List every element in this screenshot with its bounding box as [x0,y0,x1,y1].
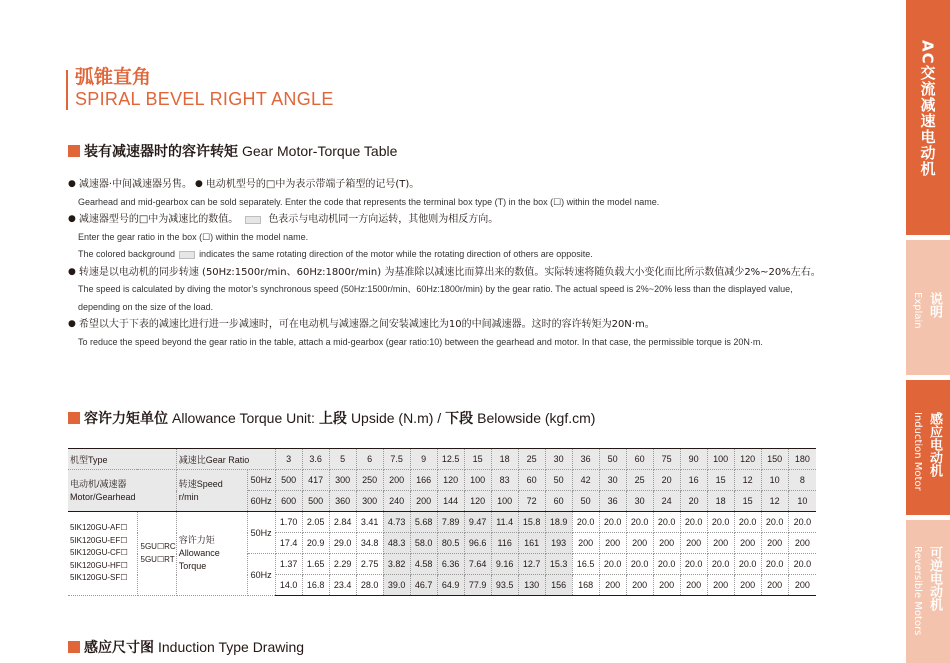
torque-50hz-nm-cell: 20.0 [653,512,680,533]
speed-50hz-cell: 30 [599,470,626,491]
hz50-torque-label: 50Hz [247,512,275,554]
speed-50hz-cell: 250 [356,470,383,491]
note-3-en-b: depending on the size of the load. [78,301,214,312]
speed-60hz-cell: 300 [356,491,383,512]
torque-50hz-nm-cell: 20.0 [788,512,816,533]
torque-60hz-kgf-cell: 28.0 [356,575,383,596]
speed-50hz-cell: 20 [653,470,680,491]
section2-en3: Belowside (kgf.cm) [477,410,596,426]
note-2-en-a: Enter the gear ratio in the box (☐) within the model name. [78,231,309,242]
ratio-cell: 5 [329,449,356,470]
torque-50hz-kgf-cell: 200 [572,533,599,554]
speed-60hz-cell: 50 [572,491,599,512]
section-heading-cn: 装有减速器时的容许转矩 [84,144,238,160]
torque-60hz-kgf-cell: 200 [626,575,653,596]
torque-60hz-nm-cell: 16.5 [572,554,599,575]
note-3-zh [68,264,868,282]
section2-cn3: 下段 [445,411,474,427]
torque-60hz-kgf-cell: 77.9 [464,575,491,596]
header-motor-gearhead: 电动机/减速器 Motor/Gearhead [68,470,176,512]
ratio-cell: 150 [761,449,788,470]
speed-50hz-cell: 300 [329,470,356,491]
speed-60hz-cell: 24 [653,491,680,512]
torque-50hz-nm-cell: 20.0 [572,512,599,533]
speed-50hz-cell: 25 [626,470,653,491]
note-1-en: Gearhead and mid-gearbox can be sold separately. Enter the code that represents the terminal box type (T) in the box (☐) within the model name. [78,196,660,207]
note-2-en-b-pre: The colored background [78,249,176,259]
torque-60hz-kgf-cell: 93.5 [491,575,518,596]
speed-50hz-cell: 12 [734,470,761,491]
side-tab-induction[interactable] [906,380,950,515]
torque-60hz-kgf-cell: 14.0 [275,575,302,596]
header-speed: 转速Speed r/min [176,470,247,512]
side-tab-induction-en: Induction Motor [912,412,923,491]
ratio-cell: 3 [275,449,302,470]
section2-cn1: 容许力矩单位 [84,411,168,427]
page-title-en: SPIRAL BEVEL RIGHT ANGLE [75,89,334,109]
note-3-zh-text: 转速是以电动机的同步转速 (50Hz:1500r/min、60Hz:1800r/min) 为基准除以减速比而算出来的数值。实际转速将随负载大小变化而比所示数值减少2%~20%左右。 [78,266,821,278]
torque-50hz-kgf-cell: 200 [626,533,653,554]
speed-60hz-cell: 10 [788,491,816,512]
note-4-zh [68,316,868,334]
torque-50hz-kgf-cell: 20.9 [302,533,329,554]
torque-50hz-kgf-cell: 200 [599,533,626,554]
header-gear-ratio: 减速比Gear Ratio [176,449,275,470]
torque-60hz-nm-cell: 6.36 [437,554,464,575]
torque-50hz-kgf-cell: 200 [761,533,788,554]
torque-60hz-kgf-cell: 200 [653,575,680,596]
section3-en: Induction Type Drawing [158,639,305,655]
note-2-en-b [68,246,868,264]
torque-60hz-kgf-cell: 200 [707,575,734,596]
torque-60hz-kgf-cell: 64.9 [437,575,464,596]
torque-50hz-nm-cell: 2.05 [302,512,329,533]
ratio-cell: 36 [572,449,599,470]
side-tab-reversible[interactable] [906,520,950,663]
torque-50hz-nm-cell: 20.0 [761,512,788,533]
torque-50hz-kgf-cell: 48.3 [383,533,410,554]
speed-60hz-cell: 360 [329,491,356,512]
ratio-cell: 100 [707,449,734,470]
ratio-cell: 3.6 [302,449,329,470]
ratio-cell: 30 [545,449,572,470]
ratio-cell: 12.5 [437,449,464,470]
torque-60hz-kgf-cell: 168 [572,575,599,596]
section-torque-table-heading [68,141,397,161]
section2-en1: Allowance Torque Unit: [172,410,315,426]
bullet-icon: ● [68,179,76,189]
torque-50hz-kgf-cell: 58.0 [410,533,437,554]
side-tab-induction-cn: 感应电动机 [927,412,942,477]
torque-50hz-nm-cell: 20.0 [626,512,653,533]
torque-60hz-nm-cell: 20.0 [761,554,788,575]
torque-60hz-kgf-cell: 23.4 [329,575,356,596]
square-bullet-icon [68,412,80,424]
side-tab-explain[interactable] [906,240,950,375]
speed-60hz-cell: 15 [734,491,761,512]
note-4-zh-text: 希望以大于下表的减速比进行进一步减速时，可在电动机与减速器之间安装减速比为10的中间减速器。这时的容许转矩为20N·m。 [78,319,655,330]
ratio-cell: 75 [653,449,680,470]
title-accent-bar [66,70,68,110]
torque-50hz-kgf-cell: 80.5 [437,533,464,554]
torque-60hz-nm-cell: 3.82 [383,554,410,575]
ratio-cell: 90 [680,449,707,470]
torque-60hz-nm-cell: 20.0 [734,554,761,575]
speed-50hz-cell: 166 [410,470,437,491]
torque-50hz-nm-cell: 20.0 [680,512,707,533]
speed-60hz-cell: 36 [599,491,626,512]
ratio-cell: 50 [599,449,626,470]
torque-50hz-kgf-cell: 200 [653,533,680,554]
header-allowance-torque: 容许力矩 Allowance Torque [176,512,247,596]
speed-60hz-cell: 240 [383,491,410,512]
gearhead-models: 5GU☐RC 5GU☐RT [137,512,176,596]
ratio-cell: 18 [491,449,518,470]
torque-50hz-nm-cell: 4.73 [383,512,410,533]
torque-50hz-kgf-cell: 200 [788,533,816,554]
speed-60hz-cell: 600 [275,491,302,512]
speed-50hz-cell: 50 [545,470,572,491]
side-tab-explain-en: Explain [912,292,923,329]
speed-60hz-cell: 72 [518,491,545,512]
speed-60hz-cell: 100 [491,491,518,512]
torque-60hz-kgf-cell: 200 [599,575,626,596]
hz50-label: 50Hz [247,470,275,491]
note-3-en-a: The speed is calculated by diving the motor’s synchronous speed (50Hz:1500r/min、60Hz:1800r/min) by the gear ratio. The actual speed is 2%~20% less than the displayed value, [78,284,793,294]
note-2-en-b-post: indicates the same rotating direction of the motor while the rotating direction of others are opposite. [199,249,593,259]
torque-60hz-nm-cell: 20.0 [680,554,707,575]
ratio-cell: 60 [626,449,653,470]
torque-60hz-nm-cell: 1.65 [302,554,329,575]
torque-50hz-nm-cell: 1.70 [275,512,302,533]
speed-50hz-cell: 83 [491,470,518,491]
torque-60hz-nm-cell: 20.0 [599,554,626,575]
section3-cn: 感应尺寸图 [84,640,154,656]
page-title [66,66,334,110]
torque-60hz-kgf-cell: 130 [518,575,545,596]
speed-60hz-cell: 20 [680,491,707,512]
section-allowance-torque-heading [68,408,595,428]
side-tab-reversible-en: Reversible Motors [912,546,923,636]
speed-50hz-cell: 60 [518,470,545,491]
speed-60hz-cell: 12 [761,491,788,512]
speed-60hz-cell: 60 [545,491,572,512]
section2-en2: Upside (N.m) / [350,410,442,426]
speed-50hz-cell: 200 [383,470,410,491]
torque-60hz-kgf-cell: 200 [734,575,761,596]
torque-60hz-nm-cell: 15.3 [545,554,572,575]
header-type: 机型Type [68,449,176,470]
speed-50hz-cell: 16 [680,470,707,491]
torque-60hz-nm-cell: 20.0 [707,554,734,575]
side-tab-reversible-cn: 可逆电动机 [927,546,942,611]
side-nav [906,0,950,663]
torque-60hz-kgf-cell: 200 [680,575,707,596]
note-4-en: To reduce the speed beyond the gear ratio in the table, attach a mid-gearbox (gear ratio:10) between the gearhead and motor. In that case, the permissible torque is 20N·m. [78,336,763,347]
hz60-label: 60Hz [247,491,275,512]
speed-50hz-cell: 500 [275,470,302,491]
bullet-icon: ● [68,214,76,224]
speed-60hz-cell: 144 [437,491,464,512]
note-2-zh [68,211,868,229]
ratio-cell: 120 [734,449,761,470]
torque-60hz-nm-cell: 7.64 [464,554,491,575]
torque-50hz-kgf-cell: 116 [491,533,518,554]
ratio-cell: 15 [464,449,491,470]
side-tab-ac-motors[interactable] [906,0,950,235]
note-1-zh-b: 电动机型号的□中为表示带端子箱型的记号(T)。 [205,179,420,190]
speed-50hz-cell: 10 [761,470,788,491]
speed-50hz-cell: 120 [437,470,464,491]
side-tab-explain-cn: 说明 [927,292,942,318]
torque-60hz-nm-cell: 9.16 [491,554,518,575]
motor-models: 5IK120GU-AF☐ 5IK120GU-EF☐ 5IK120GU-CF☐ 5IK120GU-HF☐ 5IK120GU-SF☐ [68,512,137,596]
torque-60hz-nm-cell: 12.7 [518,554,545,575]
torque-60hz-nm-cell: 20.0 [788,554,816,575]
torque-50hz-nm-cell: 20.0 [734,512,761,533]
torque-60hz-kgf-cell: 200 [761,575,788,596]
torque-50hz-nm-cell: 15.8 [518,512,545,533]
torque-50hz-nm-cell: 20.0 [599,512,626,533]
ratio-cell: 7.5 [383,449,410,470]
color-swatch-icon [179,251,195,259]
note-1-zh-a: 减速器·中间减速器另售。 [78,179,193,190]
torque-table [68,448,816,596]
notes-block [68,176,868,351]
torque-50hz-nm-cell: 2.84 [329,512,356,533]
ratio-cell: 180 [788,449,816,470]
hz60-torque-label: 60Hz [247,554,275,596]
torque-50hz-kgf-cell: 17.4 [275,533,302,554]
torque-50hz-kgf-cell: 29.0 [329,533,356,554]
bullet-icon: ● [68,266,76,277]
square-bullet-icon [68,641,80,653]
speed-60hz-cell: 500 [302,491,329,512]
torque-60hz-nm-cell: 2.75 [356,554,383,575]
speed-50hz-cell: 8 [788,470,816,491]
speed-50hz-cell: 42 [572,470,599,491]
torque-50hz-nm-cell: 3.41 [356,512,383,533]
torque-50hz-nm-cell: 9.47 [464,512,491,533]
torque-50hz-kgf-cell: 200 [707,533,734,554]
torque-50hz-nm-cell: 11.4 [491,512,518,533]
torque-50hz-kgf-cell: 193 [545,533,572,554]
note-1-zh [68,176,868,194]
torque-60hz-nm-cell: 2.29 [329,554,356,575]
speed-60hz-cell: 30 [626,491,653,512]
torque-50hz-nm-cell: 7.89 [437,512,464,533]
ratio-cell: 25 [518,449,545,470]
note-2-zh-a: 减速器型号的□中为减速比的数值。 [78,214,239,225]
side-tab-ac-label: AC交流减速电动机 [918,40,937,177]
page-title-cn: 弧锥直角 [75,66,152,88]
section2-cn2: 上段 [318,411,347,427]
torque-60hz-kgf-cell: 156 [545,575,572,596]
torque-50hz-nm-cell: 5.68 [410,512,437,533]
torque-50hz-nm-cell: 20.0 [707,512,734,533]
speed-50hz-cell: 417 [302,470,329,491]
section-heading-en: Gear Motor-Torque Table [242,143,398,159]
speed-60hz-cell: 18 [707,491,734,512]
torque-60hz-nm-cell: 20.0 [653,554,680,575]
note-2-zh-b: 色表示与电动机同一方向运转，其他则为相反方向。 [268,214,499,225]
torque-60hz-kgf-cell: 46.7 [410,575,437,596]
torque-50hz-kgf-cell: 200 [734,533,761,554]
torque-60hz-kgf-cell: 200 [788,575,816,596]
torque-60hz-nm-cell: 20.0 [626,554,653,575]
torque-50hz-kgf-cell: 200 [680,533,707,554]
square-bullet-icon [68,145,80,157]
torque-50hz-nm-cell: 18.9 [545,512,572,533]
color-swatch-icon [245,216,261,224]
speed-50hz-cell: 15 [707,470,734,491]
ratio-cell: 6 [356,449,383,470]
torque-50hz-kgf-cell: 34.8 [356,533,383,554]
torque-50hz-kgf-cell: 161 [518,533,545,554]
torque-60hz-nm-cell: 1.37 [275,554,302,575]
bullet-icon: ● [195,179,203,189]
speed-50hz-cell: 100 [464,470,491,491]
torque-50hz-kgf-cell: 96.6 [464,533,491,554]
torque-60hz-kgf-cell: 16.8 [302,575,329,596]
ratio-cell: 9 [410,449,437,470]
speed-60hz-cell: 120 [464,491,491,512]
torque-60hz-kgf-cell: 39.0 [383,575,410,596]
section-induction-drawing-heading [68,637,304,657]
bullet-icon: ● [68,319,76,329]
torque-60hz-nm-cell: 4.58 [410,554,437,575]
speed-60hz-cell: 200 [410,491,437,512]
